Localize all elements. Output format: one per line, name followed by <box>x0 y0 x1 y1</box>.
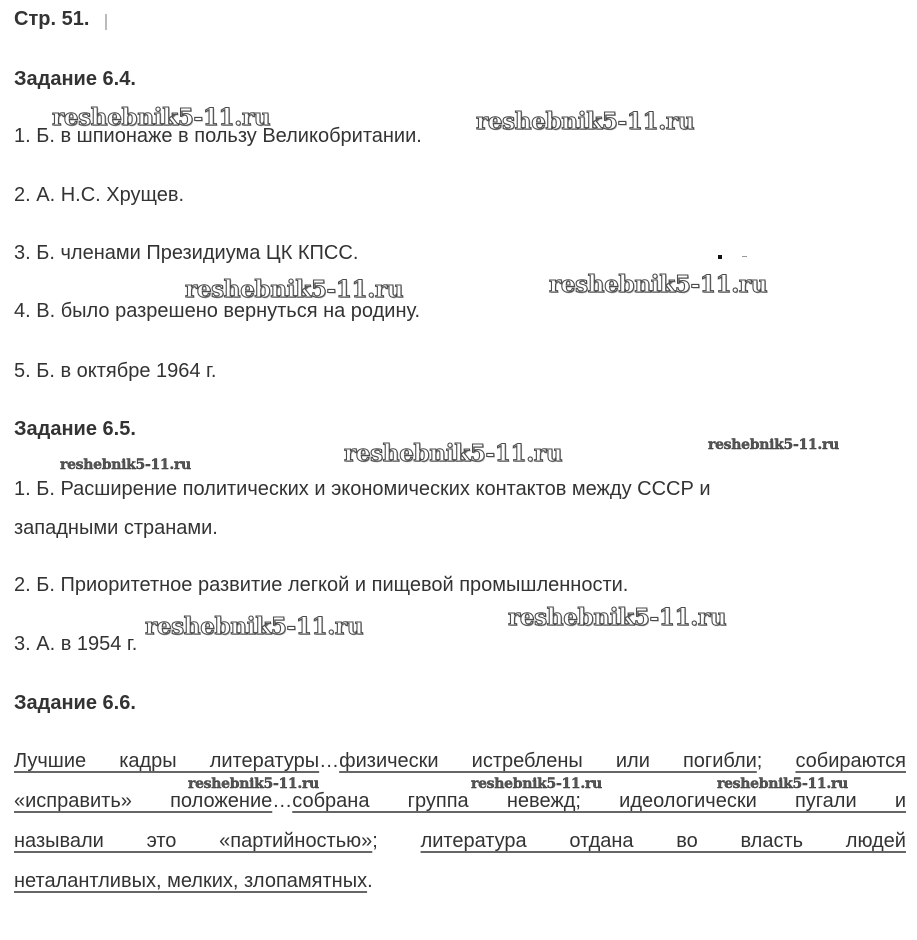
watermark: reshebnik5-11.ru <box>185 276 404 303</box>
watermark: reshebnik5-11.ru <box>476 108 695 135</box>
watermark: reshebnik5-11.ru <box>508 604 727 631</box>
task-6-6-line-2 <box>14 790 906 813</box>
task-6-4-answer-2: 2. А. Н.С. Хрущев. <box>14 184 185 206</box>
watermark: reshebnik5-11.ru <box>717 776 848 792</box>
separator: ; <box>756 750 796 772</box>
watermark: reshebnik5-11.ru <box>549 271 768 298</box>
phrase: собрана группа невежд; идеологически пугали и <box>292 790 907 812</box>
task-6-5-answer-1: 1. Б. Расширение политических и экономических контактов между СССР и <box>14 478 711 500</box>
separator: ; <box>372 830 421 852</box>
task-6-5-answer-1-cont: западными странами. <box>14 517 218 539</box>
watermark: reshebnik5-11.ru <box>188 776 319 792</box>
task-6-6-line-4 <box>14 870 906 893</box>
phrase: «исправить» положение <box>14 790 273 812</box>
task-6-4-answer-4: 4. В. было разрешено вернуться на родину. <box>14 300 421 322</box>
task-6-6-line-3 <box>14 830 906 853</box>
stray-mark <box>718 255 722 259</box>
watermark: reshebnik5-11.ru <box>60 457 191 473</box>
phrase: Лучшие кадры литературы <box>14 750 320 772</box>
watermark: reshebnik5-11.ru <box>52 104 271 131</box>
task-6-4-heading: Задание 6.4. <box>14 68 136 90</box>
stray-mark <box>742 256 747 257</box>
watermark: reshebnik5-11.ru <box>145 613 364 640</box>
phrase: физически истреблены или погибли <box>339 750 757 772</box>
period: . <box>367 870 373 892</box>
task-6-5-answer-2: 2. Б. Приоритетное развитие легкой и пищевой промышленности. <box>14 574 629 596</box>
phrase: называли это «партийностью» <box>14 830 373 852</box>
task-6-6-heading: Задание 6.6. <box>14 692 136 714</box>
watermark: reshebnik5-11.ru <box>708 437 839 453</box>
phrase: литература отдана во власть людей <box>420 830 906 852</box>
watermark: reshebnik5-11.ru <box>344 440 563 467</box>
watermark: reshebnik5-11.ru <box>471 776 602 792</box>
page-title: Стр. 51. <box>14 8 90 30</box>
phrase: собираются <box>795 750 906 772</box>
stray-mark <box>105 14 107 30</box>
task-6-5-answer-3: 3. А. в 1954 г. <box>14 633 138 655</box>
phrase: неталантливых, мелких, злопамятных <box>14 870 368 892</box>
ellipsis: … <box>319 750 340 772</box>
ellipsis: … <box>272 790 293 812</box>
task-6-4-answer-5: 5. Б. в октябре 1964 г. <box>14 360 217 382</box>
task-6-4-answer-1: 1. Б. в шпионаже в пользу Великобритании. <box>14 125 422 147</box>
task-6-5-heading: Задание 6.5. <box>14 418 136 440</box>
task-6-4-answer-3: 3. Б. членами Президиума ЦК КПСС. <box>14 242 359 264</box>
task-6-6-line-1 <box>14 750 906 773</box>
